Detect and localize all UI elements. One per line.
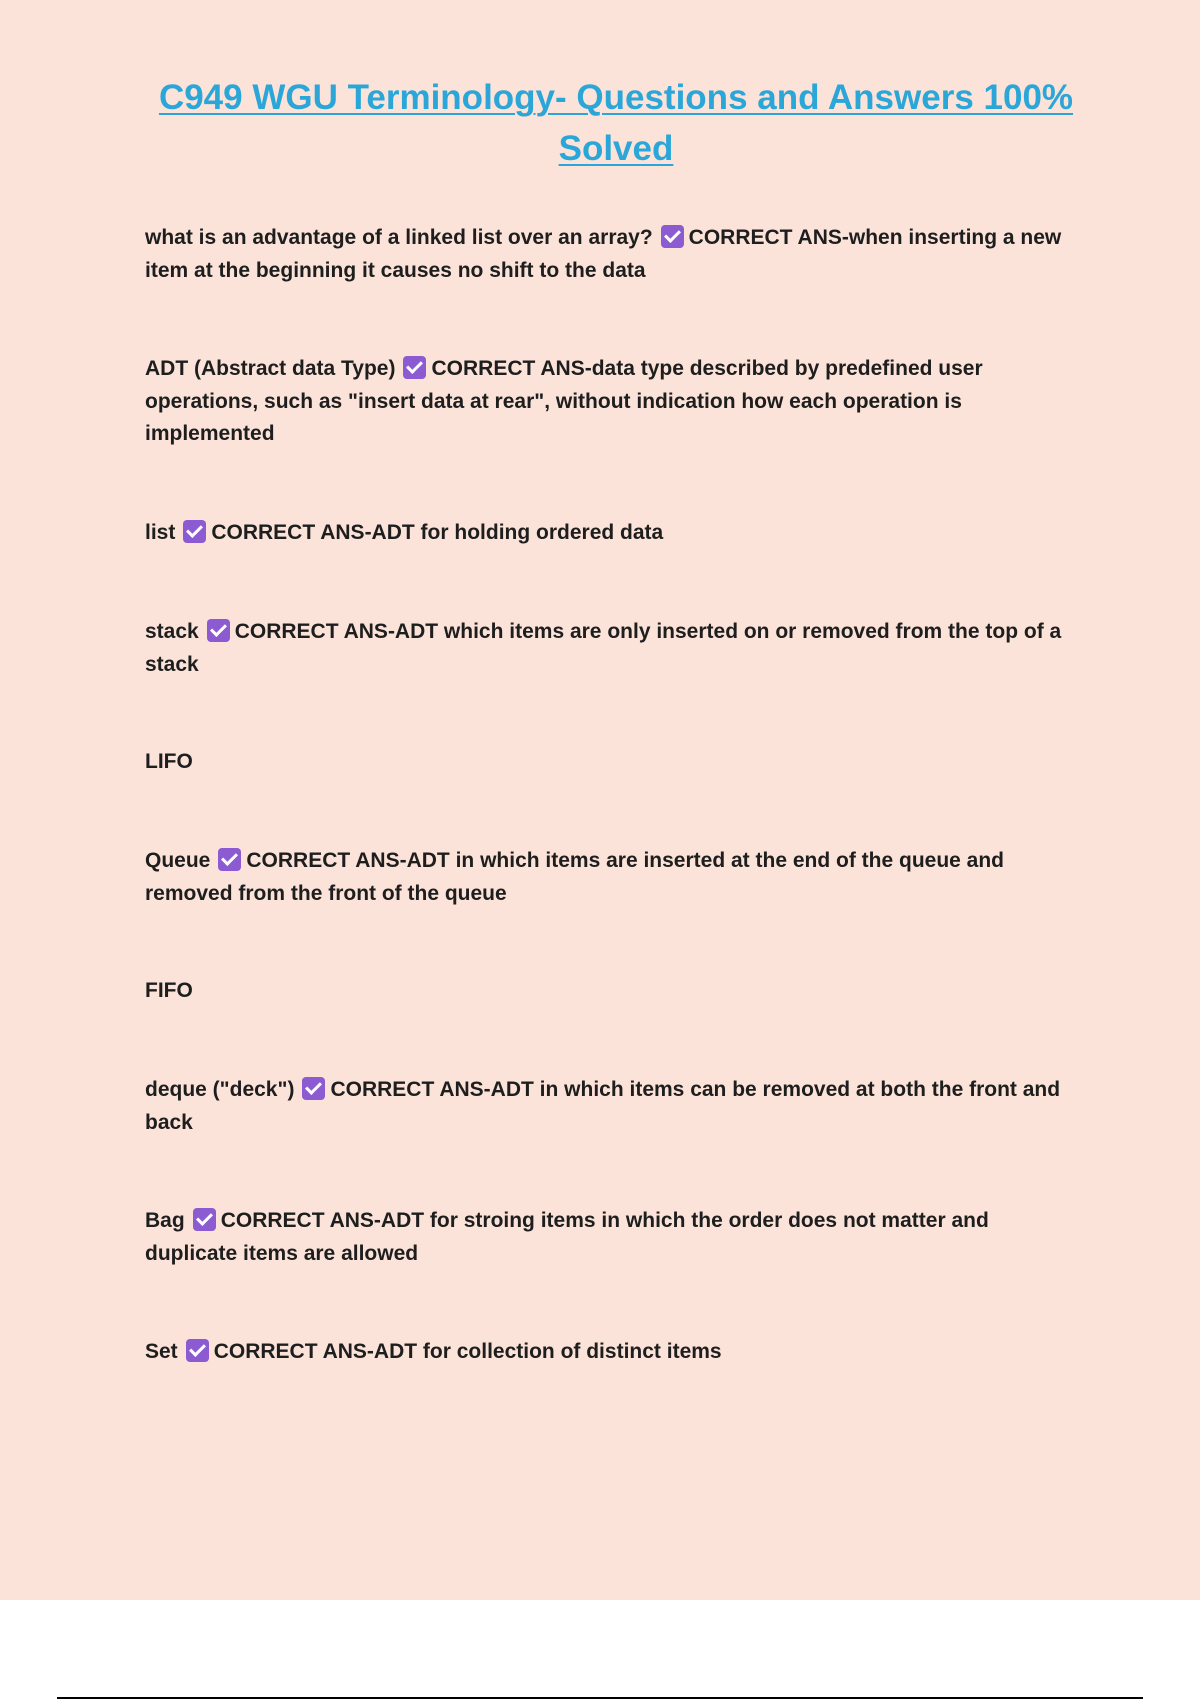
entry-term: Queue bbox=[145, 849, 211, 872]
document-title bbox=[140, 72, 1092, 174]
entry-answer: CORRECT ANS-ADT for holding ordered data bbox=[211, 521, 664, 544]
qa-entry bbox=[145, 845, 1080, 910]
entry-term: list bbox=[145, 521, 176, 544]
qa-entry bbox=[145, 517, 1080, 550]
document-title-text: C949 WGU Terminology- Questions and Answers 100% Solved bbox=[158, 78, 1074, 168]
entry-term: Bag bbox=[145, 1209, 185, 1232]
entry-term: what is an advantage of a linked list over an array? bbox=[145, 226, 653, 249]
qa-entry bbox=[145, 616, 1080, 681]
entry-term: LIFO bbox=[145, 750, 193, 773]
checkbox-checked-icon bbox=[218, 848, 241, 871]
entry-answer: CORRECT ANS-ADT for stroing items in which the order does not matter and duplicate items are allowed bbox=[145, 1209, 989, 1265]
checkbox-checked-icon bbox=[661, 225, 684, 248]
entry-term: stack bbox=[145, 620, 199, 643]
checkbox-checked-icon bbox=[186, 1339, 209, 1362]
entry-answer: CORRECT ANS-ADT in which items are inserted at the end of the queue and removed from the front of the queue bbox=[145, 849, 1004, 905]
entry-term: FIFO bbox=[145, 979, 193, 1002]
qa-entry bbox=[145, 1336, 1080, 1369]
entry-term: Set bbox=[145, 1340, 178, 1363]
entry-answer: CORRECT ANS-when inserting a new item at the beginning it causes no shift to the data bbox=[145, 226, 1062, 282]
checkbox-checked-icon bbox=[207, 619, 230, 642]
entry-term: ADT (Abstract data Type) bbox=[145, 357, 396, 380]
entry-answer: CORRECT ANS-ADT which items are only inserted on or removed from the top of a stack bbox=[145, 620, 1062, 676]
qa-entry bbox=[145, 1205, 1080, 1270]
qa-entry bbox=[145, 746, 1080, 779]
checkbox-checked-icon bbox=[302, 1077, 325, 1100]
checkbox-checked-icon bbox=[193, 1208, 216, 1231]
entry-term: deque ("deck") bbox=[145, 1078, 295, 1101]
qa-entry bbox=[145, 1074, 1080, 1139]
entry-answer: CORRECT ANS-ADT in which items can be removed at both the front and back bbox=[145, 1078, 1061, 1134]
footer-divider bbox=[57, 1697, 1143, 1699]
qa-entry bbox=[145, 353, 1080, 451]
checkbox-checked-icon bbox=[403, 356, 426, 379]
entry-answer: CORRECT ANS-data type described by predefined user operations, such as "insert data at rear", without indication how each operation is implemented bbox=[145, 357, 983, 445]
qa-entry bbox=[145, 222, 1080, 287]
qa-entry bbox=[145, 975, 1080, 1008]
entry-answer: CORRECT ANS-ADT for collection of distinct items bbox=[213, 1340, 722, 1363]
checkbox-checked-icon bbox=[183, 520, 206, 543]
